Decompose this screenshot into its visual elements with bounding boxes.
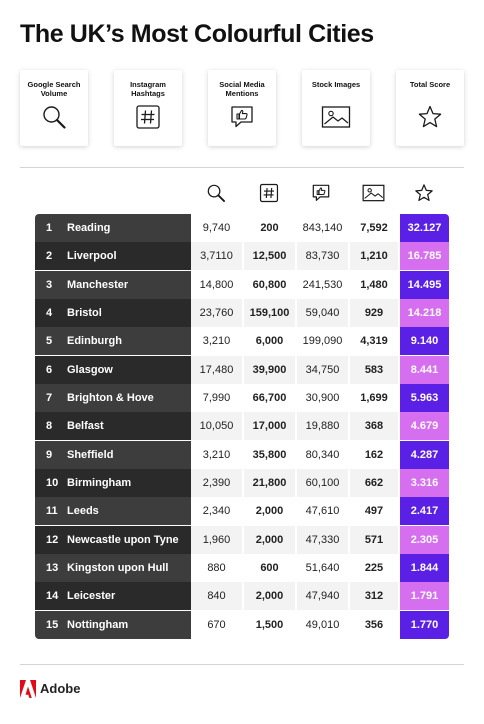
- table-row: [35, 469, 449, 497]
- city-name: Nottingham: [67, 618, 129, 631]
- legend-card-hashtags: [114, 70, 182, 146]
- hashtags-cell: 2,000: [244, 497, 295, 525]
- table-row: [35, 356, 449, 384]
- hashtags-cell: 17,000: [244, 412, 295, 440]
- brand-name: Adobe: [40, 681, 81, 696]
- images-cell: 162: [350, 441, 398, 469]
- city-cell: [35, 271, 191, 299]
- mentions-cell: 47,610: [297, 497, 348, 525]
- rank: 11: [46, 505, 58, 518]
- city-name: Edinburgh: [67, 335, 122, 348]
- images-cell: 7,592: [350, 214, 398, 242]
- table-row: [35, 384, 449, 412]
- hashtags-cell: 12,500: [244, 242, 295, 270]
- rank: 2: [46, 250, 53, 263]
- rank: 12: [46, 533, 59, 546]
- legend-card-mentions: [208, 70, 276, 146]
- city-name: Bristol: [67, 306, 102, 319]
- total-score-cell: 4.287: [400, 441, 449, 469]
- mentions-cell: 19,880: [297, 412, 348, 440]
- hashtags-cell: 21,800: [244, 469, 295, 497]
- city-name: Leeds: [67, 505, 99, 518]
- table-row: [35, 271, 449, 299]
- legend-card-images: [302, 70, 370, 146]
- hashtags-cell: 2,000: [244, 526, 295, 554]
- images-cell: 312: [350, 582, 398, 610]
- legend-card-score: [396, 70, 464, 146]
- divider: [20, 664, 464, 665]
- mentions-cell: 47,940: [297, 582, 348, 610]
- mentions-cell: 34,750: [297, 356, 348, 384]
- rank: 9: [46, 448, 53, 461]
- legend-label: Total Score: [409, 80, 451, 89]
- adobe-logo-icon: [20, 680, 36, 698]
- city-cell: [35, 299, 191, 327]
- search-volume-cell: 880: [191, 554, 242, 582]
- city-cell: [35, 582, 191, 610]
- search-volume-cell: 3,210: [191, 441, 242, 469]
- city-cell: [35, 441, 191, 469]
- images-cell: 929: [350, 299, 398, 327]
- city-name: Sheffield: [67, 448, 114, 461]
- images-cell: 368: [350, 412, 398, 440]
- search-volume-cell: 7,990: [191, 384, 242, 412]
- table-row: [35, 214, 449, 242]
- images-cell: 583: [350, 356, 398, 384]
- hashtag-icon: [135, 104, 161, 130]
- hashtag-icon: [259, 183, 279, 203]
- table-row: [35, 582, 449, 610]
- rank: 10: [46, 476, 59, 489]
- search-volume-cell: 10,050: [191, 412, 242, 440]
- mentions-cell: 83,730: [297, 242, 348, 270]
- search-volume-cell: 14,800: [191, 271, 242, 299]
- rank: 14: [46, 590, 59, 603]
- search-volume-cell: 9,740: [191, 214, 242, 242]
- rank: 13: [46, 561, 59, 574]
- legend: [20, 70, 464, 146]
- image-icon: [362, 183, 385, 203]
- hashtags-cell: 159,100: [244, 299, 295, 327]
- hashtags-cell: 2,000: [244, 582, 295, 610]
- total-score-cell: 8.441: [400, 356, 449, 384]
- hashtags-cell: 66,700: [244, 384, 295, 412]
- city-cell: [35, 356, 191, 384]
- search-volume-cell: 1,960: [191, 526, 242, 554]
- search-volume-cell: 3,210: [191, 327, 242, 355]
- city-name: Belfast: [67, 420, 104, 433]
- images-cell: 4,319: [350, 327, 398, 355]
- city-cell: [35, 384, 191, 412]
- images-cell: 1,699: [350, 384, 398, 412]
- search-volume-cell: 17,480: [191, 356, 242, 384]
- city-cell: [35, 242, 191, 270]
- total-score-cell: 2.305: [400, 526, 449, 554]
- hashtags-cell: 1,500: [244, 611, 295, 639]
- search-volume-cell: 670: [191, 611, 242, 639]
- total-score-cell: 32.127: [400, 214, 449, 242]
- city-cell: [35, 214, 191, 242]
- search-volume-cell: 3,7110: [191, 242, 242, 270]
- city-name: Leicester: [67, 590, 116, 603]
- legend-card-search: [20, 70, 88, 146]
- city-name: Manchester: [67, 278, 129, 291]
- images-cell: 497: [350, 497, 398, 525]
- city-cell: [35, 554, 191, 582]
- images-cell: 1,480: [350, 271, 398, 299]
- city-cell: [35, 412, 191, 440]
- thumbs-up-icon: [229, 104, 255, 130]
- search-icon: [41, 104, 67, 130]
- rank: 5: [46, 335, 53, 348]
- table-row: [35, 299, 449, 327]
- rank: 15: [46, 618, 59, 631]
- images-cell: 662: [350, 469, 398, 497]
- total-score-cell: 9.140: [400, 327, 449, 355]
- city-name: Kingston upon Hull: [67, 561, 169, 574]
- mentions-cell: 843,140: [297, 214, 348, 242]
- table-row: [35, 497, 449, 525]
- total-score-cell: 4.679: [400, 412, 449, 440]
- hashtags-cell: 600: [244, 554, 295, 582]
- rank: 4: [46, 306, 53, 319]
- city-name: Glasgow: [67, 363, 113, 376]
- hashtags-cell: 200: [244, 214, 295, 242]
- mentions-cell: 80,340: [297, 441, 348, 469]
- legend-label: Social Media Mentions: [219, 80, 265, 98]
- city-cell: [35, 497, 191, 525]
- city-name: Reading: [67, 222, 111, 234]
- city-cell: [35, 327, 191, 355]
- table-row: [35, 526, 449, 554]
- total-score-cell: 3.316: [400, 469, 449, 497]
- mentions-cell: 30,900: [297, 384, 348, 412]
- city-cell: [35, 526, 191, 554]
- search-volume-cell: 2,390: [191, 469, 242, 497]
- table-row: [35, 242, 449, 270]
- mentions-cell: 60,100: [297, 469, 348, 497]
- legend-label: Stock Images: [311, 80, 361, 89]
- images-cell: 571: [350, 526, 398, 554]
- legend-label: Google Search Volume: [27, 80, 81, 98]
- images-cell: 225: [350, 554, 398, 582]
- search-volume-cell: 840: [191, 582, 242, 610]
- table-row: [35, 441, 449, 469]
- mentions-cell: 241,530: [297, 271, 348, 299]
- rank: 1: [46, 222, 53, 234]
- hashtags-cell: 39,900: [244, 356, 295, 384]
- star-icon: [417, 104, 443, 130]
- search-volume-cell: 23,760: [191, 299, 242, 327]
- city-name: Brighton & Hove: [67, 391, 154, 404]
- total-score-cell: 5.963: [400, 384, 449, 412]
- table-row: [35, 327, 449, 355]
- search-volume-cell: 2,340: [191, 497, 242, 525]
- ranking-table: [35, 214, 449, 639]
- star-icon: [414, 183, 434, 203]
- total-score-cell: 1.844: [400, 554, 449, 582]
- thumbs-up-icon: [311, 183, 331, 203]
- city-name: Birmingham: [67, 476, 132, 489]
- total-score-cell: 1.791: [400, 582, 449, 610]
- mentions-cell: 51,640: [297, 554, 348, 582]
- mentions-cell: 49,010: [297, 611, 348, 639]
- mentions-cell: 199,090: [297, 327, 348, 355]
- hashtags-cell: 60,800: [244, 271, 295, 299]
- total-score-cell: 1.770: [400, 611, 449, 639]
- table-row: [35, 554, 449, 582]
- total-score-cell: 2.417: [400, 497, 449, 525]
- hashtags-cell: 35,800: [244, 441, 295, 469]
- city-cell: [35, 469, 191, 497]
- legend-label: Instagram Hashtags: [130, 80, 166, 98]
- search-icon: [206, 183, 226, 203]
- mentions-cell: 47,330: [297, 526, 348, 554]
- rank: 6: [46, 363, 53, 376]
- city-name: Liverpool: [67, 250, 117, 263]
- rank: 7: [46, 391, 53, 404]
- images-cell: 1,210: [350, 242, 398, 270]
- mentions-cell: 59,040: [297, 299, 348, 327]
- city-name: Newcastle upon Tyne: [67, 533, 179, 546]
- rank: 8: [46, 420, 53, 433]
- total-score-cell: 14.218: [400, 299, 449, 327]
- page-title: The UK’s Most Colourful Cities: [20, 20, 374, 48]
- total-score-cell: 14.495: [400, 271, 449, 299]
- divider: [20, 167, 464, 168]
- rank: 3: [46, 278, 53, 291]
- table-row: [35, 412, 449, 440]
- city-cell: [35, 611, 191, 639]
- image-icon: [321, 104, 351, 130]
- total-score-cell: 16.785: [400, 242, 449, 270]
- images-cell: 356: [350, 611, 398, 639]
- table-row: [35, 611, 449, 639]
- hashtags-cell: 6,000: [244, 327, 295, 355]
